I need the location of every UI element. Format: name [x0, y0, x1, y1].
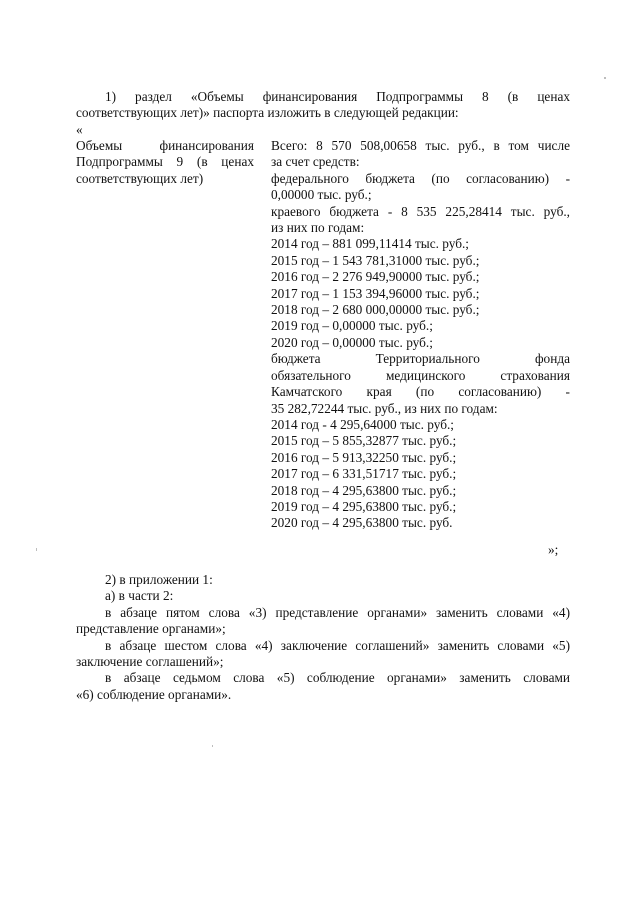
amendment-subitem-a: а) в части 2:: [105, 588, 174, 604]
value-line: 2016 год – 5 913,32250 тыс. руб.;: [271, 449, 457, 465]
label-line-2: Подпрограммы 9 (в ценах: [76, 154, 254, 170]
amendment-paragraph-5-line-2: представление органами»;: [76, 621, 226, 637]
value-line: 2019 год – 0,00000 тыс. руб.;: [271, 318, 433, 334]
amendment-paragraph-6-line-1: в абзаце шестом слова «4) заключение соглашений» заменить словами «5): [105, 637, 570, 653]
value-line: обязательного медицинского страхования: [271, 367, 570, 383]
value-line: 0,00000 тыс. руб.;: [271, 187, 372, 203]
value-line: федерального бюджета (по согласованию) -: [271, 170, 570, 186]
value-line: 2014 год - 4 295,64000 тыс. руб.;: [271, 416, 454, 432]
financing-table-values: [271, 138, 570, 532]
intro-paragraph: [76, 89, 570, 138]
open-quote: «: [76, 121, 83, 137]
value-line: Всего: 8 570 508,00658 тыс. руб., в том числе: [271, 138, 570, 153]
scan-speck: [604, 77, 606, 79]
intro-line-2: соответствующих лет)» паспорта изложить в следующей редакции:: [76, 105, 459, 121]
value-line: 2014 год – 881 099,11414 тыс. руб.;: [271, 236, 470, 252]
value-line: 2017 год – 1 153 394,96000 тыс. руб.;: [271, 285, 480, 301]
value-line: бюджета Территориального фонда: [271, 351, 570, 367]
value-line: 2016 год – 2 276 949,90000 тыс. руб.;: [271, 269, 480, 285]
amendment-item-2: 2) в приложении 1:: [105, 572, 213, 587]
value-line: Камчатского края (по согласованию) -: [271, 384, 570, 400]
intro-line-1: 1) раздел «Объемы финансирования Подпрограммы 8 (в ценах: [105, 89, 570, 104]
value-line: краевого бюджета - 8 535 225,28414 тыс. руб.,: [271, 203, 570, 219]
amendment-paragraph-7-line-2: «6) соблюдение органами».: [76, 686, 232, 702]
value-line: 2017 год – 6 331,51717 тыс. руб.;: [271, 466, 457, 482]
value-line: 2018 год – 2 680 000,00000 тыс. руб.;: [271, 302, 480, 318]
amendment-paragraph-7-line-1: в абзаце седьмом слова «5) соблюдение органами» заменить словами: [105, 670, 570, 686]
value-line: 2015 год – 5 855,32877 тыс. руб.;: [271, 433, 457, 449]
label-line-1: Объемы финансирования: [76, 138, 254, 153]
financing-table-label: [76, 138, 254, 187]
value-line: 2019 год – 4 295,63800 тыс. руб.;: [271, 498, 457, 514]
value-line: из них по годам:: [271, 220, 365, 236]
amendment-paragraph-6-line-2: заключение соглашений»;: [76, 654, 224, 670]
amendments: [76, 572, 570, 703]
close-quote: »;: [548, 542, 559, 557]
value-line: за счет средств:: [271, 154, 360, 170]
value-line: 2020 год – 0,00000 тыс. руб.;: [271, 334, 433, 350]
label-line-3: соответствующих лет): [76, 170, 204, 186]
value-line: 35 282,72244 тыс. руб., из них по годам:: [271, 400, 498, 416]
value-line: 2020 год – 4 295,63800 тыс. руб.: [271, 515, 453, 531]
value-line: 2015 год – 1 543 781,31000 тыс. руб.;: [271, 252, 480, 268]
amendment-paragraph-5-line-1: в абзаце пятом слова «3) представление органами» заменить словами «4): [105, 604, 570, 620]
scan-speck: [36, 548, 37, 551]
scan-speck: [212, 745, 213, 747]
value-line: 2018 год – 4 295,63800 тыс. руб.;: [271, 482, 457, 498]
